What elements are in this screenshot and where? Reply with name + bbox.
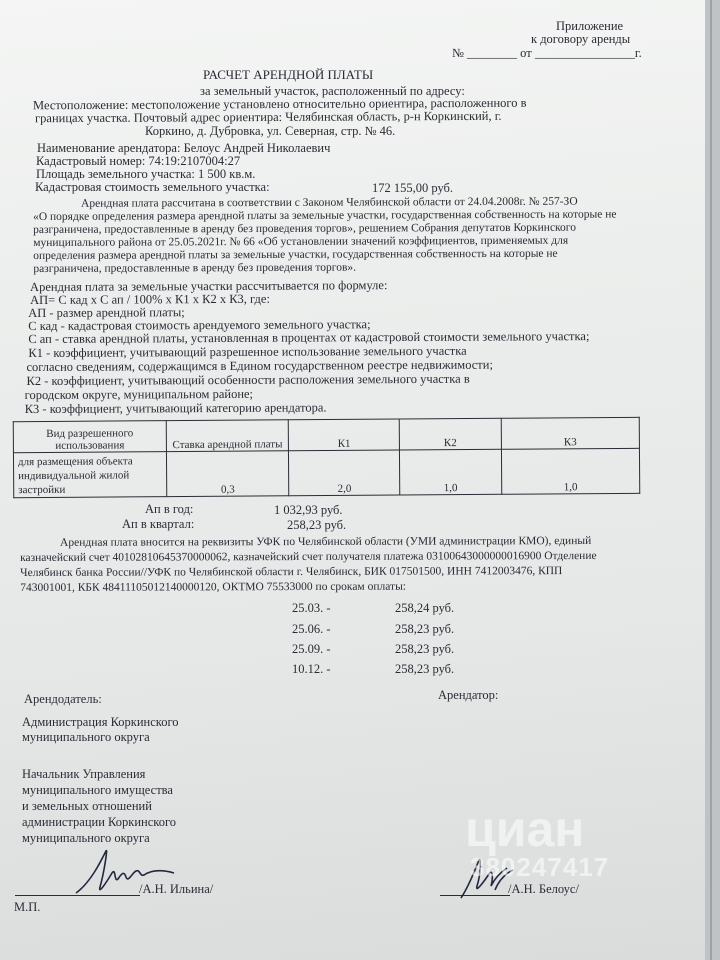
schedule-amount: 258,24 руб. — [395, 601, 455, 615]
lessor-position-line: муниципального округа — [22, 831, 150, 845]
contract-number-line: № ________ от ________________г. — [452, 46, 642, 60]
table-cell-k3: 1,0 — [501, 448, 640, 494]
location-line-1: Местоположение: местоположение установлено относительно ориентира, расположенного в — [32, 95, 527, 113]
document-subtitle: за земельный участок, расположенный по адресу: — [200, 84, 465, 98]
formula-line: К2 - коэффициент, учитывающий особенности расположения земельного участка в — [26, 371, 470, 389]
formula-line: Арендная плата за земельные участки рассчитывается по формуле: — [30, 278, 388, 294]
table-header-cell: К2 — [399, 418, 501, 450]
annual-rent-label: Ап в год: — [145, 502, 194, 516]
table-row — [13, 448, 639, 497]
formula-line: С ап - ставка арендной платы, установленная в процентах от кадастровой стоимости земельного участка; — [28, 329, 590, 347]
formula-line: согласно сведениям, содержащимся в Едином государственном реестре недвижимости; — [26, 357, 493, 375]
payment-line: Арендная плата вносится на реквизиты УФК по Челябинской области (УМИ администрации КМО), единый — [60, 535, 592, 549]
quarterly-rent-value: 258,23 руб. — [287, 518, 347, 532]
formula-line: К3 - коэффициент, учитывающий категорию арендатора. — [24, 400, 327, 417]
lessor-signatory: /А.Н. Ильина/ — [139, 882, 214, 896]
land-area: Площадь земельного участка: 1 500 кв.м. — [36, 167, 256, 181]
table-header-cell: Ставка арендной платы — [166, 420, 289, 452]
lessor-signature — [70, 843, 180, 903]
lessor-position-line: и земельных отношений — [22, 799, 152, 813]
contract-ref-label: к договору аренды — [531, 32, 631, 46]
cadastral-value: 172 155,00 руб. — [372, 181, 454, 195]
lessor-org-line-1: Администрация Коркинского — [22, 715, 179, 729]
document-title: РАСЧЕТ АРЕНДНОЙ ПЛАТЫ — [203, 67, 374, 82]
lessor-org-line-2: муниципального округа — [22, 730, 150, 744]
stamp-place: М.П. — [14, 900, 41, 914]
schedule-date: 25.06. - — [292, 622, 331, 636]
table-cell-k2: 1,0 — [400, 449, 502, 495]
formula-line: С кад - кадастровая стоимость арендуемого земельного участка; — [28, 317, 371, 334]
table-cell-usage: для размещения объекта индивидуальной жилой застройки — [13, 452, 166, 498]
watermark-brand: циан — [465, 801, 585, 857]
payment-line: казначейский счет 40102810645370000062, казначейский счет получателя платежа 03100643000000016900 Отделение — [20, 549, 597, 564]
payment-line: 743001001, КБК 48411105012140000120, ОКТМО 75533000 по срокам оплаты: — [20, 580, 406, 594]
basis-line: определения размера арендной платы за земельные участки, государственная собственность на которые не — [33, 247, 558, 262]
watermark-code: 380247417 — [470, 852, 610, 882]
lessor-position-line: Начальник Управления — [22, 767, 146, 781]
lessee-label: Арендатор: — [438, 688, 499, 702]
lessor-position-line: администрации Коркинского — [22, 815, 177, 829]
lessee-signatory: /А.Н. Белоус/ — [508, 882, 579, 896]
formula-line: АП - размер арендной платы; — [28, 305, 185, 321]
table-cell-rate: 0,3 — [166, 451, 289, 497]
lessor-label: Арендодатель: — [24, 692, 102, 706]
formula-line: городском округе, муниципальном районе; — [24, 386, 254, 403]
page-stack-edge — [705, 0, 720, 960]
page-stack-edge-line — [710, 0, 712, 960]
table-cell-k1: 2,0 — [289, 450, 400, 496]
schedule-date: 25.03. - — [292, 601, 331, 615]
lessor-position-line: муниципального имущества — [22, 783, 173, 797]
annual-rent-value: 1 032,93 руб. — [274, 503, 343, 517]
table-header-cell: К1 — [289, 419, 400, 451]
cadastral-value-label: Кадастровая стоимость земельного участка: — [35, 180, 270, 194]
schedule-amount: 258,23 руб. — [395, 662, 455, 676]
coefficients-table — [13, 417, 641, 498]
basis-line: муниципального района от 25.05.2021г. № 66 «Об установлении значений коэффициентов, применяемых для — [33, 234, 569, 249]
schedule-amount: 258,23 руб. — [395, 642, 455, 656]
formula-line: К1 - коэффициент, учитывающий разрешенное использование земельного участка — [28, 343, 467, 361]
appendix-label: Приложение — [556, 19, 624, 33]
basis-line: «О порядке определения размера арендной платы за земельные участки, государственная собственность на которые не — [33, 208, 617, 223]
table-header-cell: К3 — [501, 417, 639, 449]
schedule-date: 10.12. - — [292, 662, 331, 676]
table-header-row — [13, 417, 639, 452]
schedule-amount: 258,23 руб. — [395, 622, 455, 636]
schedule-date: 25.09. - — [292, 642, 331, 656]
basis-line: разграничена, предоставленные в аренду без проведения торгов», решением Собрания депутатов Коркинского — [33, 221, 577, 236]
basis-line: Арендная плата рассчитана в соответствии с Законом Челябинской области от 24.04.2008г. № 257-ЗО — [81, 195, 578, 210]
table-header-cell: Вид разрешенного использования — [13, 421, 166, 453]
cadastral-number: Кадастровый номер: 74:19:2107004:27 — [36, 154, 241, 168]
payment-line: Челябинск банка России//УФК по Челябинской области г. Челябинск, БИК 017501500, ИНН 7412003476, КПП — [20, 565, 563, 579]
tenant-name: Наименование арендатора: Белоус Андрей Николаевич — [37, 141, 331, 155]
location-line-3: Коркино, д. Дубровка, ул. Северная, стр. № 46. — [145, 124, 396, 138]
formula-line: АП= С кад х С ап / 100% х К1 х К2 х К3, где: — [30, 291, 270, 307]
basis-line: разграничена, предоставленные в аренду без проведения торгов». — [33, 261, 357, 275]
location-line-2: границах участка. Почтовый адрес ориентира: Челябинская область, р-н Коркинский, г. — [34, 108, 502, 126]
quarterly-rent-label: Ап в квартал: — [122, 517, 195, 531]
